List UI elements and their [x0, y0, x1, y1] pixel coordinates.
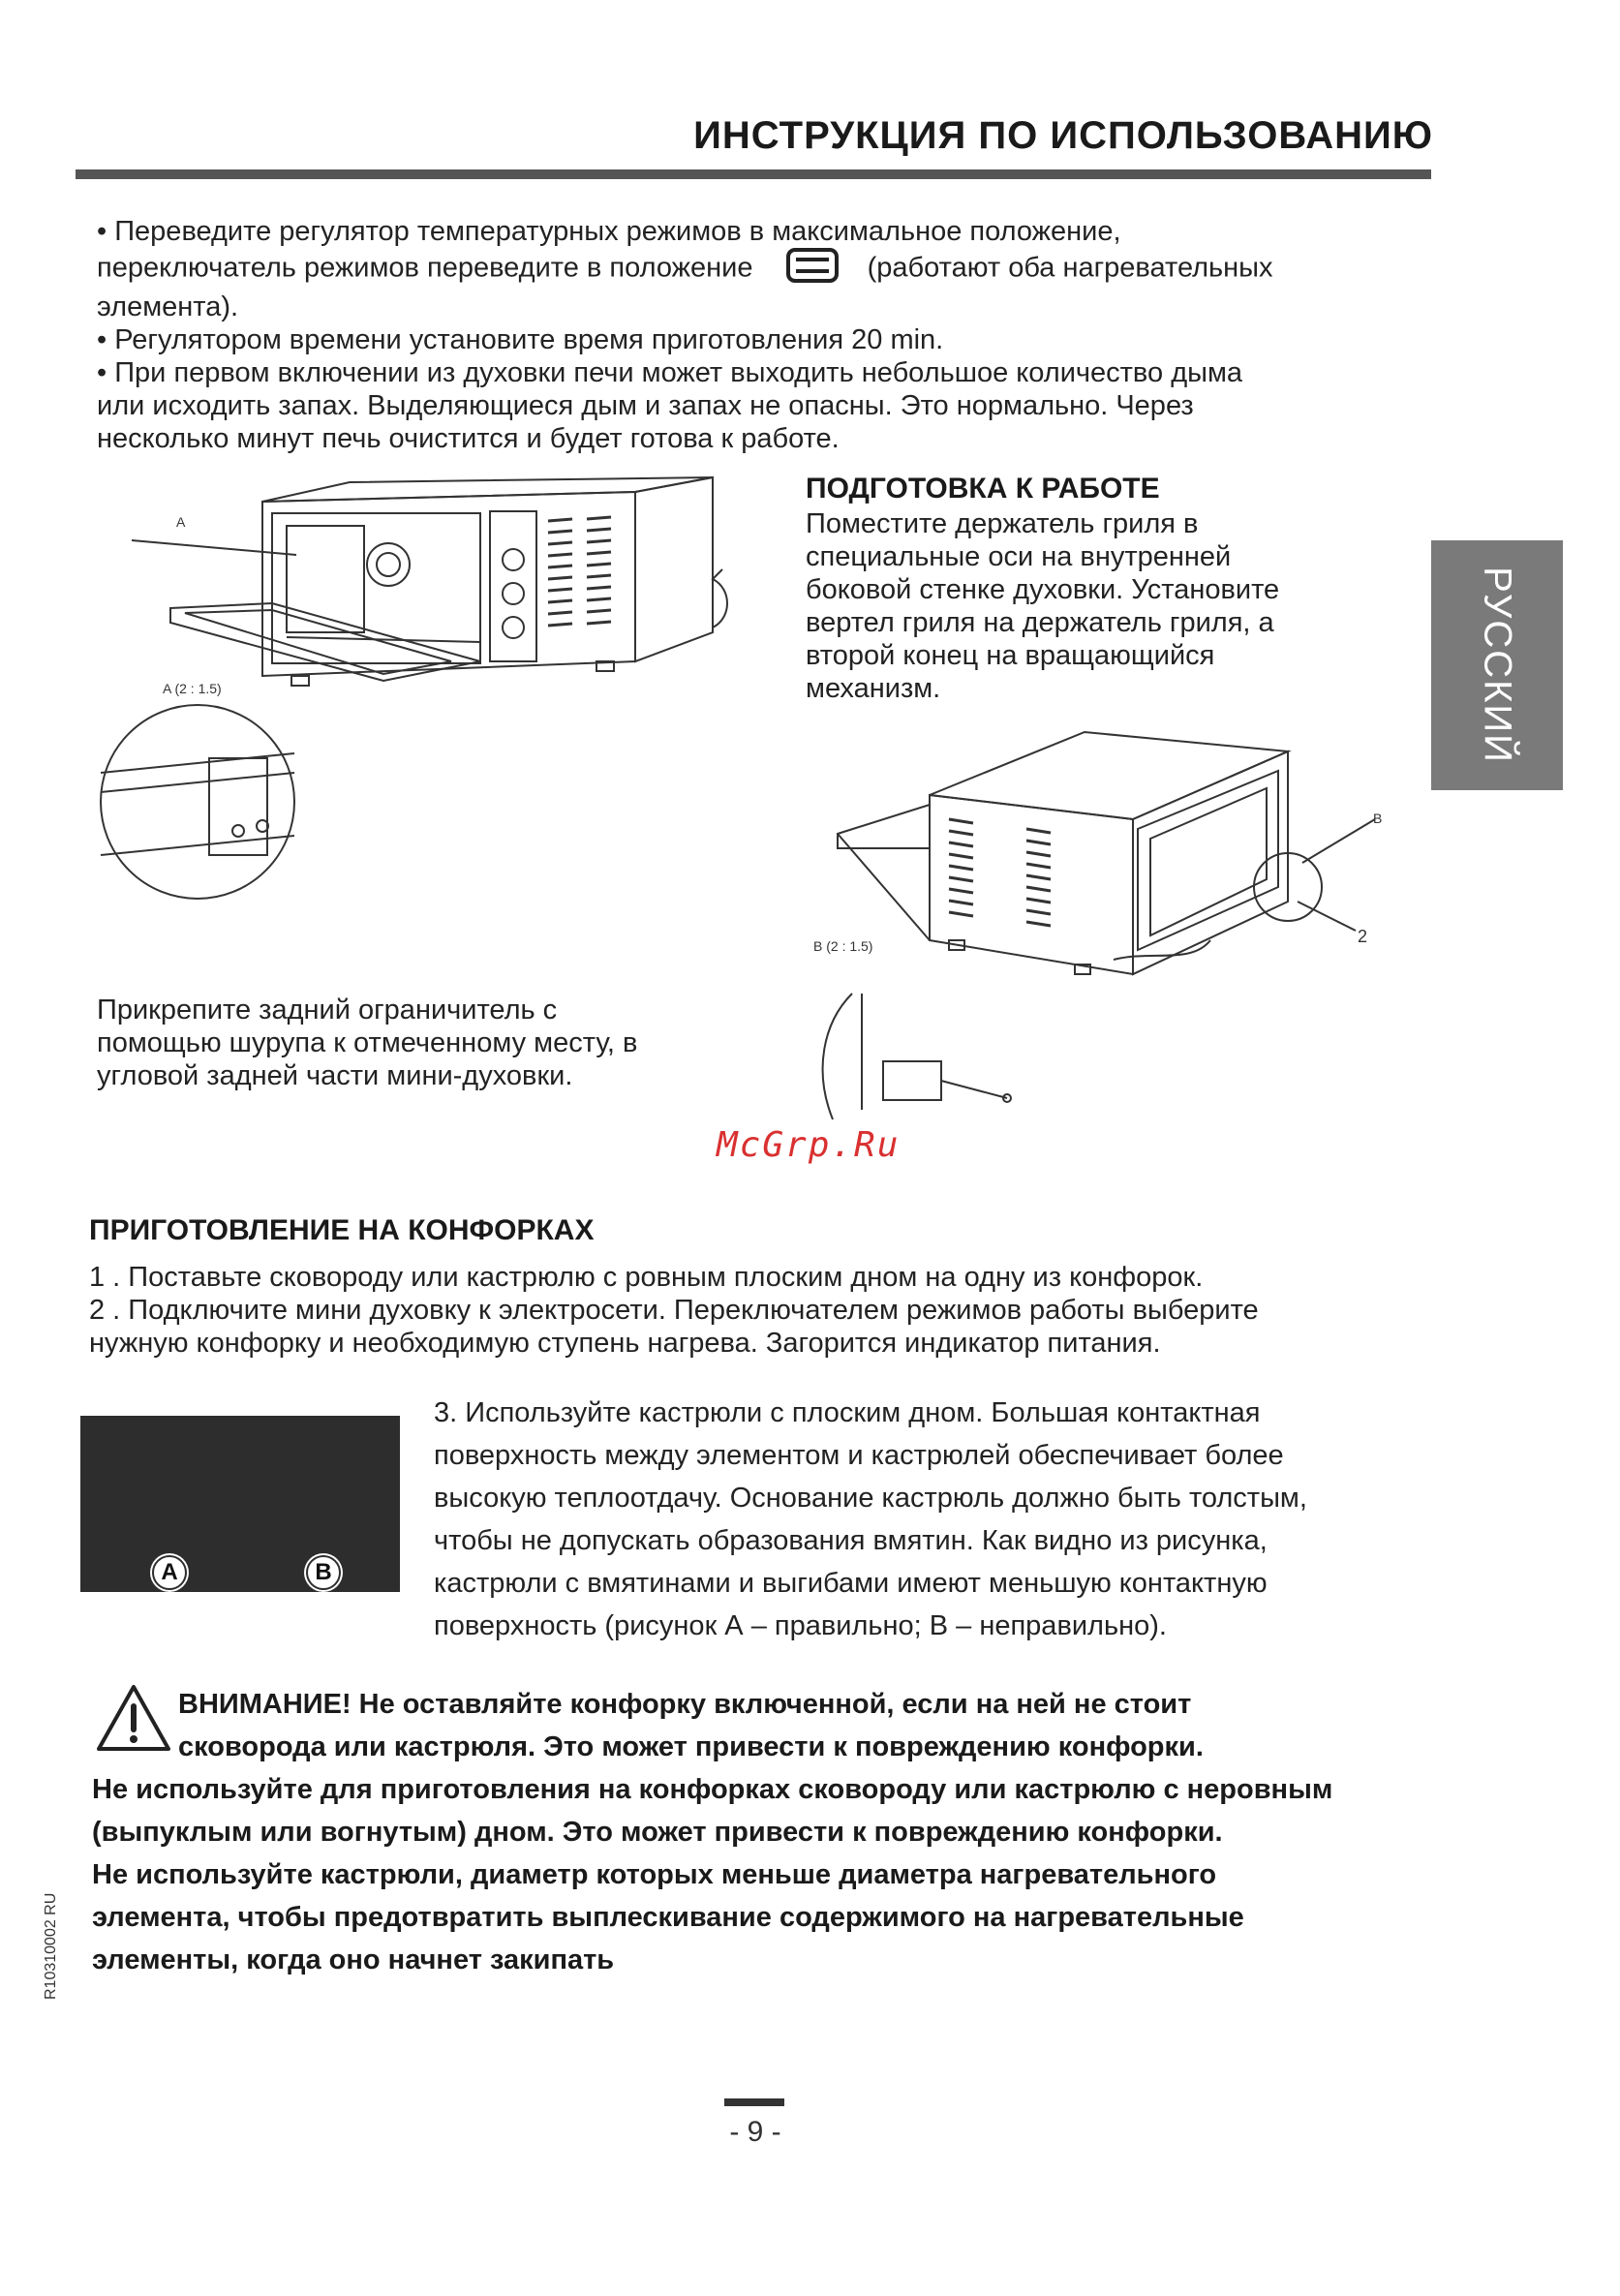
preparation-heading: ПОДГОТОВКА К РАБОТЕ	[806, 473, 1160, 505]
intro-line-4: • Регулятором времени установите время приготовления 20 min.	[97, 324, 944, 355]
figure-a-callout: A	[176, 514, 186, 530]
hotplates-step-2: 2 . Подключите мини духовку к электросети. Переключателем режимов работы выберите нужную конфорку и необходимую ступень нагрева. Загорится индикатор питания.	[89, 1295, 1259, 1359]
intro-line-5: • При первом включении из духовки печи может выходить небольшое количество дыма или исходить запах. Выделяющиеся дым и запах не опасны. Это нормально. Через несколько минут печь очистится и будет готова к работе.	[97, 357, 1243, 454]
intro-line-2-end: (работают оба нагревательных	[867, 252, 1273, 284]
intro-line-2	[97, 248, 1433, 291]
page-number: - 9 -	[729, 2116, 781, 2148]
preparation-text: Поместите держатель гриля в специальные оси на внутренней боковой стенке духовки. Установите вертел гриля на держатель гриля, а второй конец на вращающийся механизм.	[806, 508, 1280, 704]
hotplates-step-1: 1 . Поставьте сковороду или кастрюлю с ровным плоским дном на одну из конфорок.	[89, 1262, 1204, 1293]
warning-body: Не используйте для приготовления на конфорках сковороду или кастрюлю с неровным (выпуклым или вогнутым) дном. Это может привести к повреждению конфорки. Не используйте кастрюли, диаметр которых меньше диаметра нагревательного элемента, чтобы предотвратить выплескивание содержимого на нагревательные элементы, когда оно начнет закипать	[92, 1774, 1333, 1975]
pan-label-b: B	[306, 1555, 341, 1590]
figure-b-part-number: 2	[1358, 927, 1368, 946]
page-title: ИНСТРУКЦИЯ ПО ИСПОЛЬЗОВАНИЮ	[693, 114, 1433, 157]
warning-triangle-icon	[95, 1683, 172, 1758]
language-tab	[1431, 540, 1563, 790]
document-code: R10310002 RU	[43, 1892, 59, 2000]
dual-heating-mode-icon	[786, 248, 839, 291]
figure-a-detail-label: A (2 : 1.5)	[163, 681, 222, 696]
figure-b-detail-label: B (2 : 1.5)	[813, 938, 873, 954]
intro-line-2-start: переключатель режимов переведите в положение	[97, 252, 753, 284]
intro-section	[97, 215, 1433, 455]
pan-illustration	[80, 1416, 400, 1592]
figure-b-callout: B	[1373, 811, 1383, 826]
intro-line-1: • Переведите регулятор температурных режимов в максимальное положение,	[97, 216, 1121, 247]
page-number-bar	[724, 2098, 784, 2106]
pan-label-a: A	[152, 1555, 187, 1590]
oven-figure-b	[794, 703, 1414, 1129]
header-divider	[76, 169, 1431, 179]
rear-stop-text: Прикрепите задний ограничитель с помощью шурупа к отмеченному месту, в угловой задней части мини-духовки.	[97, 995, 638, 1091]
hotplates-step-3: 3. Используйте кастрюли с плоским дном. Большая контактная поверхность между элементом и кастрюлей обеспечивает более высокую теплоотдачу. Основание кастрюль должно быть толстым, чтобы не допускать образования вмятин. Как видно из рисунка, кастрюли с вмятинами и выгибами имеют меньшую контактную поверхность (рисунок А – правильно; В – неправильно).	[434, 1397, 1307, 1641]
intro-line-3: элемента).	[97, 291, 239, 322]
warning-lead: ВНИМАНИЕ! Не оставляйте конфорку включенной, если на ней не стоит сковорода или кастрюля. Это может привести к повреждению конфорки.	[178, 1689, 1204, 1762]
language-tab-label: РУССКИЙ	[1476, 566, 1519, 764]
watermark: McGrp.Ru	[717, 1125, 901, 1165]
hotplates-heading: ПРИГОТОВЛЕНИЕ НА КОНФОРКАХ	[89, 1214, 595, 1246]
oven-figure-a	[93, 473, 751, 928]
